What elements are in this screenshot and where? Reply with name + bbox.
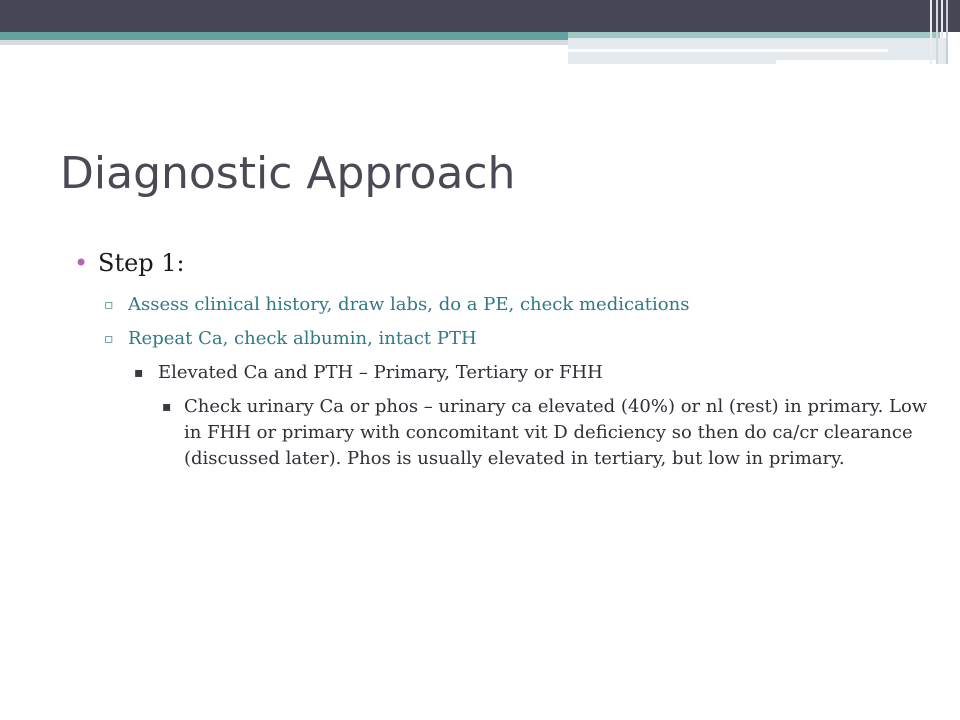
list-item-text: Repeat Ca, check albumin, intact PTH [128, 328, 477, 349]
bullet-square-filled-icon: ▪ [162, 399, 172, 415]
list-item-text: Check urinary Ca or phos – urinary ca elevated (40%) or nl (rest) in primary. Low in FHH or primary with concomitant vit D deficiency so then do ca/cr clearance (discussed later). Phos is usually elevated in tertiary, but low in primary. [184, 396, 928, 469]
bullet-square-outline-icon: ▫ [104, 297, 114, 313]
bullet-square-outline-icon: ▫ [104, 331, 114, 347]
bullet-square-filled-icon: ▪ [134, 365, 144, 381]
top-banner-white-line [568, 49, 888, 52]
top-banner-white-line-short [776, 60, 936, 64]
bullet-dot-icon: • [74, 249, 89, 277]
top-banner-grey-strip [0, 40, 568, 45]
list-item [74, 394, 934, 472]
slide-body [74, 248, 934, 472]
list-item [74, 360, 934, 386]
list-item [74, 292, 934, 318]
slide-title: Diagnostic Approach [60, 148, 516, 199]
list-item-text: Assess clinical history, draw labs, do a PE, check medications [128, 294, 690, 315]
top-right-decorative-lines [930, 0, 952, 64]
top-banner-teal [0, 32, 568, 40]
step-label: Step 1: [98, 249, 185, 277]
top-banner-dark [0, 0, 960, 32]
list-item [74, 326, 934, 352]
list-item-text: Elevated Ca and PTH – Primary, Tertiary or FHH [158, 362, 603, 383]
bullet-step-1 [74, 248, 934, 278]
